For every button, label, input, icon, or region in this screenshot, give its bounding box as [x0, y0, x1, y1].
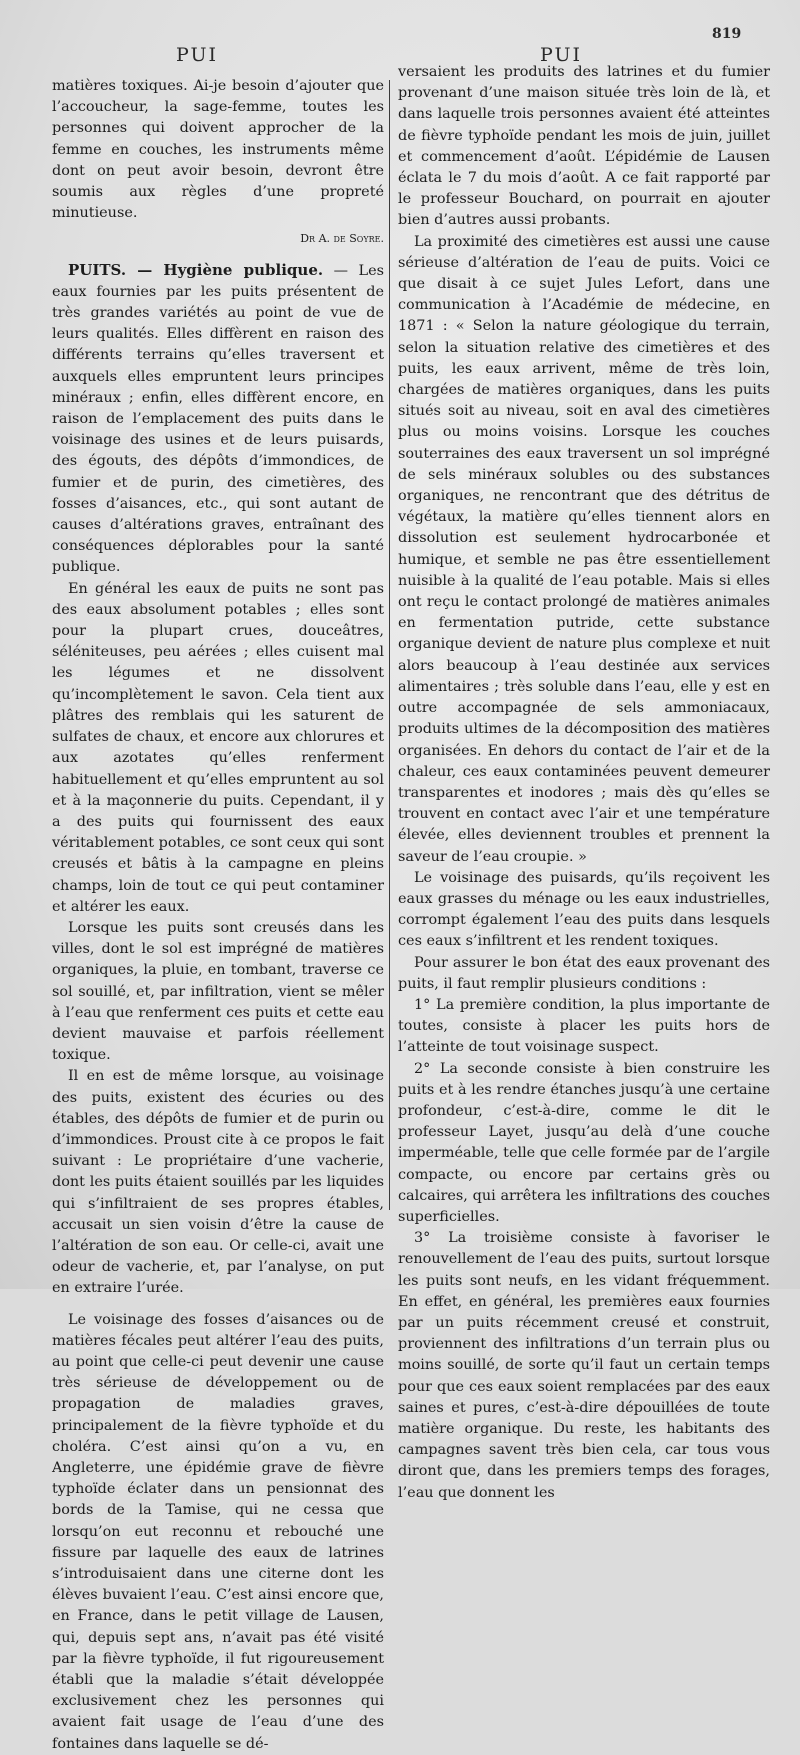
paragraph: Le voisinage des puisards, qu’ils reçoivent les eaux grasses du ménage ou les eaux industrielles, corrompt également l’eau des puits dans lesquels ces eaux s’infiltrent et les rendent toxiques.: [398, 869, 770, 950]
paragraph: Il en est de même lorsque, au voisinage des puits, existent des écuries ou des étables, des dépôts de fumier et de purin ou d’immondices. Proust cite à ce propos le fait suivant : Le propriétaire d’une vacherie, dont les puits étaient souillés par les liquides qui s’infiltraient de ses propres étables, accusait un sien voisin d’être la cause de l’altération de son eau. Or celle-ci, avait une odeur de vacherie, et, par l’analyse, on put en extraire l’urée.: [52, 1068, 384, 1297]
condition-3: 3° La troisième consiste à favoriser le renouvellement de l’eau des puits, surtout lorsque les puits sont neufs, en les vidant fréquemment. En effet, en général, les premières eaux fournies par un puits récemment creusé et construit, proviennent des infiltrations d’un terrain plus ou moins souillé, de sorte qu’il faut un certain temps pour que ces eaux soient remplacées par des eaux saines et pures, c’est-à-dire dépouillées de toute matière organique. Du reste, les habitants des campagnes savent très bien cela, car tous vous diront que, dans les premiers temps des forages, l’eau que donnent les: [398, 1230, 770, 1501]
entry-text: — Les eaux fournies par les puits présentent de très grandes variétés au point de vue de leurs qualités. Elles diffèrent en raison des différents terrains qu’elles traversent et auxquels elles empruntent leurs principes minéraux ; enfin, elles diffèrent encore, en raison de l’emplacement des puits dans le voisinage des usines et de leurs puisards, des égouts, des dépôts d’immondices, de fumier et de purin, des cimetières, des fosses d’aisances, etc., qui sont autant de causes d’altérations graves, entraînant des conséquences déplorables pour la santé publique.: [52, 262, 384, 576]
page-number: 819: [712, 26, 742, 42]
condition-1: 1° La première condition, la plus importante de toutes, consiste à placer les puits hors de l’atteinte de tout voisinage suspect.: [398, 996, 770, 1056]
paragraph: versaient les produits des latrines et du fumier provenant d’une maison située très loin de là, et dans laquelle trois personnes avaient été atteintes de fièvre typhoïde pendant les mois de juin, juillet et commencement d’août. L’épidémie de Lausen éclata le 7 du mois d’août. A ce fait rapporté par le professeur Bouchard, on pourrait en ajouter bien d’autres aussi probants.: [398, 64, 770, 229]
paragraph: Lorsque les puits sont creusés dans les villes, dont le sol est imprégné de matières organiques, la pluie, en tombant, traverse ce sol souillé, et, par infiltration, vient se mêler à l’eau que renferment ces puits et cette eau devient mauvaise et parfois réellement toxique.: [52, 919, 384, 1064]
paragraph: En général les eaux de puits ne sont pas des eaux absolument potables ; elles sont pour la plupart crues, douceâtres, séléniteuses, peu aérées ; elles cuisent mal les légumes et ne dissolvent qu’incomplètement le savon. Cela tient aux plâtres des remblais qui les saturent de sulfates de chaux, et encore aux chlorures et aux azotates qu’elles renferment habituellement et qu’elles empruntent au sol et à la maçonnerie du puits. Cependant, il y a des puits qui fournissent des eaux véritablement potables, ce sont ceux qui sont creusés et bâtis à la campagne en pleins champs, loin de tout ce qui peut contaminer et altérer les eaux.: [52, 580, 384, 915]
paragraph: Le voisinage des fosses d’aisances ou de matières fécales peut altérer l’eau des puits, au point que celle-ci peut devenir une cause très sérieuse de développement ou de propagation de maladies graves, principalement de la fièvre typhoïde et du choléra. C’est ainsi qu’on a vu, en Angleterre, une épidémie grave de fièvre typhoïde éclater dans un pensionnat des bords de la Tamise, qui ne cessa que lorsqu’on eut reconnu et rebouché une fissure par laquelle des eaux de latrines s’introduisaient dans une citerne dont les élèves buvaient l’eau. C’est ainsi encore que, en France, dans le petit village de Lausen, qui, depuis sept ans, n’avait pas été visité par la fièvre typhoïde, il fut rigoureusement établi que la maladie s’était développée exclusivement chez les personnes qui avaient fait usage de l’eau d’une des fontaines dans laquelle se dé-: [52, 1311, 384, 1752]
running-header-left: PUI: [176, 44, 218, 66]
running-header-right: PUI: [540, 44, 582, 66]
paragraph: La proximité des cimetières est aussi une cause sérieuse d’altération de l’eau de puits. Voici ce que disait à ce sujet Jules Lefort, dans une communication à l’Académie de médecine, en 1871 : « Selon la nature géologique du terrain, selon la situation relative des cimetières et des puits, les eaux arrivent, même de très loin, chargées de matières organiques, dans les puits situés soit au niveau, soit en aval des cimetières plus ou moins voisins. Lorsque les couches souterraines des eaux traversent un sol imprégné de sels minéraux solubles ou des substances organiques, ne rencontrant que des détritus de végétaux, la matière qu’elles tiennent alors en dissolution est seulement hydrocarbonée et humique, et semble ne pas être essentiellement nuisible à la qualité de l’eau potable. Mais si elles ont reçu le contact prolongé de matières animales en fermentation putride, cette substance organique devient de nature plus complexe et nuit alors beaucoup à l’eau destinée aux services alimentaires ; très soluble dans l’eau, elle y est en outre accompagnée de sels ammoniacaux, produits ultimes de la décomposition des matières organisées. En dehors du contact de l’air et de la chaleur, ces eaux contaminées peuvent demeurer transparentes et inodores ; mais dès qu’elles se trouvent en contact avec l’air et une température élevée, elles deviennent troubles et prennent la saveur de l’eau croupie. »: [398, 233, 770, 865]
entry-paragraph-1: [52, 260, 384, 579]
right-column: [398, 62, 770, 1504]
author-signature: [52, 228, 384, 249]
left-column: [52, 76, 384, 1755]
condition-2: 2° La seconde consiste à bien construire les puits et à les rendre étanches jusqu’à une certaine profondeur, c’est-à-dire, comme le dit le professeur Layet, jusqu’au delà d’une couche imperméable, telle que celle formée par de l’argile compacte, ou encore par certains grès ou calcaires, qui arrêtera les infiltrations des couches superficielles.: [398, 1060, 770, 1225]
intro-paragraph: matières toxiques. Ai-je besoin d’ajouter que l’accoucheur, la sage-femme, toutes les personnes qui doivent approcher de la femme en couches, les instruments même dont on peut avoir besoin, devront être soumis aux règles d’une propreté minutieuse.: [52, 78, 384, 222]
paragraph: Pour assurer le bon état des eaux provenant des puits, il faut remplir plusieurs conditions :: [398, 954, 770, 992]
entry-term: PUITS. — Hygiène publique.: [68, 260, 324, 279]
signature-text: Dr A. de Soyre.: [300, 232, 384, 246]
column-divider: [389, 80, 390, 1210]
